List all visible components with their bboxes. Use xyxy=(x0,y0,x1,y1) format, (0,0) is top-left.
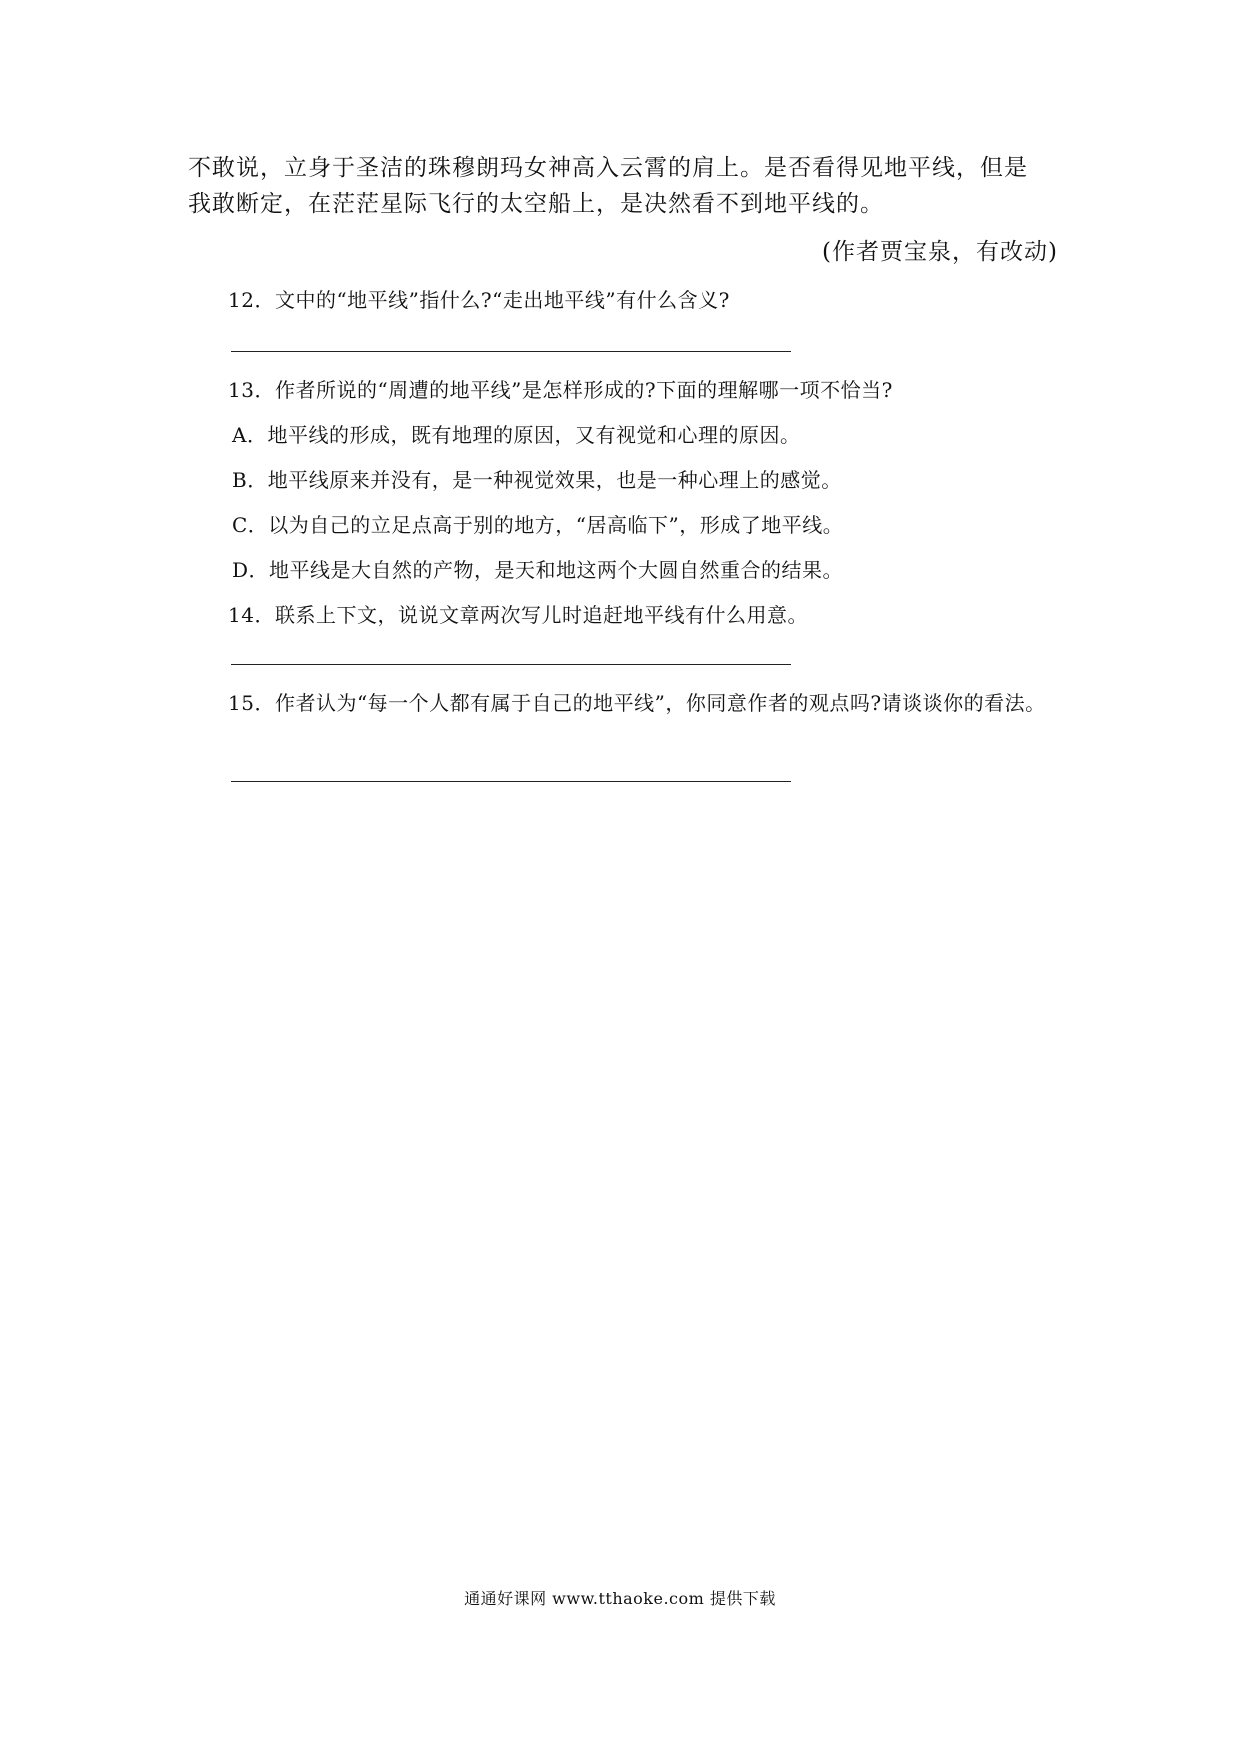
passage-line-2: 我敢断定，在茫茫星际飞行的太空船上，是决然看不到地平线的。 xyxy=(188,191,884,217)
passage-line-1: 不敢说，立身于圣洁的珠穆朗玛女神高入云霄的肩上。是否看得见地平线，但是 xyxy=(188,155,1028,181)
answer-line-14[interactable] xyxy=(231,664,791,665)
question-13-option-c: C．以为自己的立足点高于别的地方，“居高临下”，形成了地平线。 xyxy=(232,513,844,537)
answer-line-12[interactable] xyxy=(231,351,791,352)
passage-attribution: (作者贾宝泉，有改动) xyxy=(822,239,1058,265)
answer-line-15[interactable] xyxy=(231,781,791,782)
question-13-option-a: A．地平线的形成，既有地理的原因，又有视觉和心理的原因。 xyxy=(232,423,801,447)
footer-source-credit: 通通好课网 www.tthaoke.com 提供下载 xyxy=(464,1589,776,1608)
passage-paragraph xyxy=(188,150,1058,222)
question-15: 15．作者认为“每一个人都有属于自己的地平线”，你同意作者的观点吗?请谈谈你的看法。 xyxy=(228,691,1046,715)
question-13-option-d: D．地平线是大自然的产物，是天和地这两个大圆自然重合的结果。 xyxy=(232,558,844,582)
question-12: 12．文中的“地平线”指什么?“走出地平线”有什么含义? xyxy=(228,288,730,312)
question-13-option-b: B．地平线原来并没有，是一种视觉效果，也是一种心理上的感觉。 xyxy=(232,468,842,492)
question-14: 14．联系上下文，说说文章两次写儿时追赶地平线有什么用意。 xyxy=(228,603,808,627)
question-13: 13．作者所说的“周遭的地平线”是怎样形成的?下面的理解哪一项不恰当? xyxy=(228,378,893,402)
